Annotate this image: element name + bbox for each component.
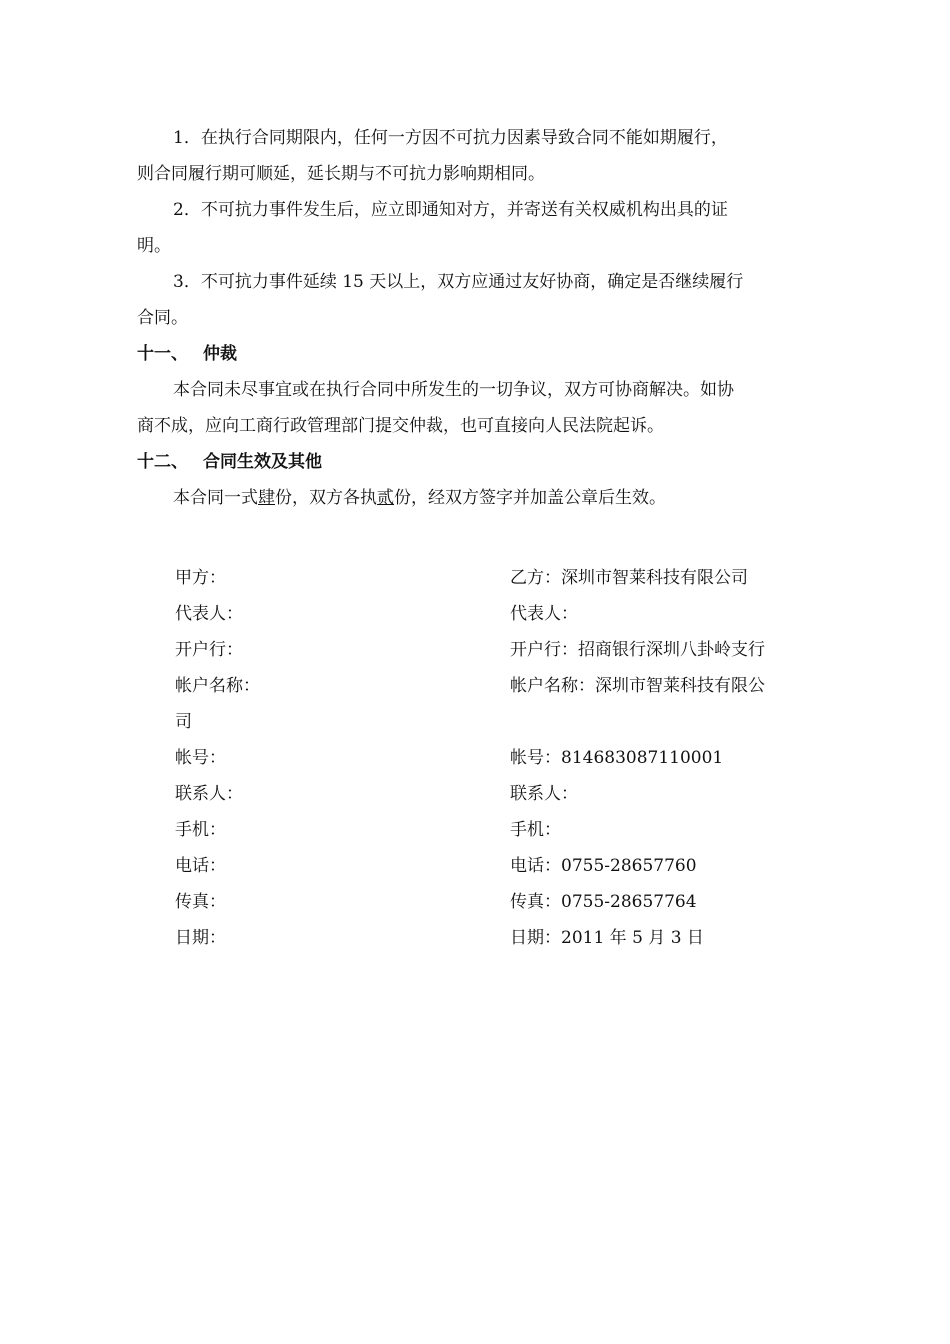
signature-row-account-no (175, 740, 815, 776)
copies-total: 肆 (258, 488, 275, 508)
section-12-heading (137, 444, 809, 480)
party-a-bank: 开户行： (175, 640, 243, 660)
section-12-text-before: 本合同一式 (173, 488, 258, 508)
section-12-text-middle: 份，双方各执 (275, 488, 377, 508)
party-a-phone: 电话： (175, 856, 226, 876)
force-majeure-clause-1-line-2: 则合同履行期可顺延，延长期与不可抗力影响期相同。 (137, 164, 545, 184)
force-majeure-clause-3-line-1: 3．不可抗力事件延续 15 天以上，双方应通过友好协商，确定是否继续履行 (173, 272, 744, 292)
section-12-title: 合同生效及其他 (203, 452, 322, 472)
signature-row-contact (175, 776, 815, 812)
section-11-number: 十一、 (137, 344, 188, 364)
signature-row-fax (175, 884, 815, 920)
force-majeure-clause-1-line-1: 1．在执行合同期限内，任何一方因不可抗力因素导致合同不能如期履行， (173, 128, 728, 148)
party-b-fax: 传真：0755-28657764 (510, 892, 697, 912)
force-majeure-clause-3-line-2: 合同。 (137, 308, 188, 328)
signature-row-mobile (175, 812, 815, 848)
party-b-mobile: 手机： (510, 820, 561, 840)
section-12-text-after: 份，经双方签字并加盖公章后生效。 (394, 488, 666, 508)
party-b-contact: 联系人： (510, 784, 578, 804)
party-b-account-name-wrap: 司 (175, 712, 192, 732)
section-11-text-line-2: 商不成，应向工商行政管理部门提交仲裁，也可直接向人民法院起诉。 (137, 416, 664, 436)
signature-row-phone (175, 848, 815, 884)
party-a-account-name: 帐户名称： (175, 676, 260, 696)
party-b-date: 日期：2011 年 5 月 3 日 (510, 928, 704, 948)
party-b-bank: 开户行：招商银行深圳八卦岭支行 (510, 640, 765, 660)
party-a-mobile: 手机： (175, 820, 226, 840)
force-majeure-clause-2-line-2: 明。 (137, 236, 171, 256)
signature-row-representative (175, 596, 815, 632)
party-b-representative: 代表人： (510, 604, 578, 624)
party-b-name: 乙方：深圳市智莱科技有限公司 (510, 568, 748, 588)
signature-row-date (175, 920, 815, 956)
party-a-representative: 代表人： (175, 604, 243, 624)
contract-body (137, 120, 809, 516)
party-b-account-name: 帐户名称：深圳市智莱科技有限公 (510, 676, 765, 696)
party-a-fax: 传真： (175, 892, 226, 912)
party-a-date: 日期： (175, 928, 226, 948)
party-b-phone: 电话：0755-28657760 (510, 856, 697, 876)
section-11-heading (137, 336, 809, 372)
signature-block (175, 560, 815, 956)
section-11-title: 仲裁 (203, 344, 237, 364)
force-majeure-clause-2-line-1: 2．不可抗力事件发生后，应立即通知对方，并寄送有关权威机构出具的证 (173, 200, 728, 220)
signature-row-bank (175, 632, 815, 668)
signature-row-party (175, 560, 815, 596)
copies-each: 贰 (377, 488, 394, 508)
party-a-account-no: 帐号： (175, 748, 226, 768)
party-a-name: 甲方： (175, 568, 226, 588)
signature-row-account-name (175, 668, 815, 704)
signature-row-account-name-wrap (175, 704, 815, 740)
party-a-contact: 联系人： (175, 784, 243, 804)
party-b-account-no: 帐号：814683087110001 (510, 748, 724, 768)
section-12-text (137, 480, 809, 516)
section-11-text-line-1: 本合同未尽事宜或在执行合同中所发生的一切争议，双方可协商解决。如协 (173, 380, 734, 400)
section-12-number: 十二、 (137, 452, 188, 472)
